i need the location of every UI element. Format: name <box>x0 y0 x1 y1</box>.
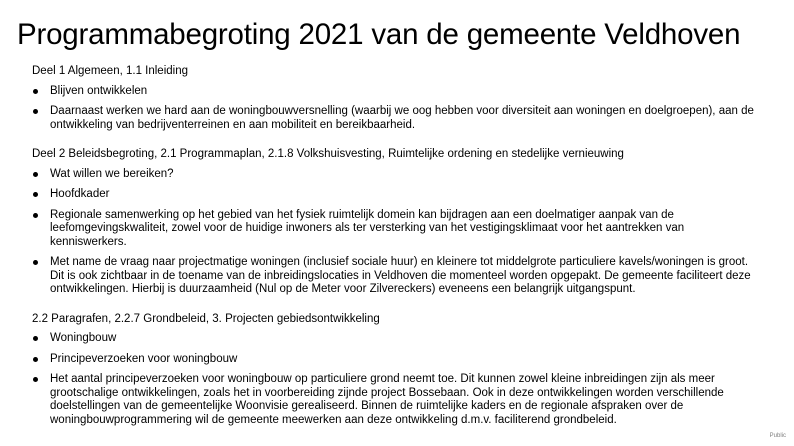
bullet-text: Blijven ontwikkelen <box>50 84 148 97</box>
section-heading: 2.2 Paragrafen, 2.2.7 Grondbeleid, 3. Projecten gebiedsontwikkeling <box>32 312 380 325</box>
bullet-item <box>32 188 762 202</box>
bullet-text: Met name de vraag naar projectmatige woningen (inclusief sociale huur) en kleinere tot middelgrote particuliere kavels/woningen is groot. Dit is ook zichtbaar in de toename van de inbreidingslocaties in Veldhoven die momenteel worden opgepakt. De gemeente faciliteert deze ontwikkelingen. Hierbij is duurzaamheid (Nul op de Meter voor Zilvereckers) eveneens een belangrijk uitgangspunt. <box>50 256 751 295</box>
slide-title: Programmabegroting 2021 van de gemeente Veldhoven <box>17 18 741 51</box>
bullet-text: Woningbouw <box>50 332 117 344</box>
bullet-item <box>32 256 762 297</box>
bullet-item <box>32 332 762 346</box>
bullet-list <box>32 332 762 427</box>
bullet-text: Wat willen we bereiken? <box>50 167 174 180</box>
section-heading: Deel 1 Algemeen, 1.1 Inleiding <box>32 65 188 77</box>
bullet-text: Regionale samenwerking op het gebied van het fysiek ruimtelijk domein kan bijdragen aan een doelmatiger aanpak van de leefomgevingskwaliteit, zowel voor de huidige inwoners als ter versterking van het vestigingsklimaat voor het aantrekken van kenniswerkers. <box>50 208 685 248</box>
classification-label: Public <box>769 433 786 439</box>
bullet-text: Daarnaast werken we hard aan de woningbouwversnelling (waarbij we oog hebben voor diversiteit aan woningen en doelgroepen), aan de ontwikkeling van bedrijventerreinen en aan mobiliteit en bereikbaarheid. <box>50 105 754 131</box>
slide-content <box>32 65 762 427</box>
section-algemeen <box>32 65 762 132</box>
section-paragrafen <box>32 313 762 428</box>
bullet-dot-icon <box>33 336 38 341</box>
bullet-text: Hoofdkader <box>50 188 110 200</box>
section-heading: Deel 2 Beleidsbegroting, 2.1 Programmaplan, 2.1.8 Volkshuisvesting, Ruimtelijke ordening en stedelijke vernieuwing <box>32 148 624 160</box>
bullet-dot-icon <box>33 357 38 362</box>
bullet-item <box>32 85 762 99</box>
bullet-dot-icon <box>33 260 38 265</box>
bullet-text: Het aantal principeverzoeken voor woningbouw op particuliere grond neemt toe. Dit kunnen zowel kleine inbreidingen zijn als meer grootschalige ontwikkelingen, zoals het in voorbereiding zijnde project Bossebaan. Ook in deze ontwikkelingen worden verschillende doelstellingen van de gemeentelijke Woonvisie gerealiseerd. Binnen de ruimtelijke kaders en de regionale afspraken over de woningbouwprogrammering wil de gemeente meewerken aan deze ontwikkeling d.m.v. faciliterend grondbeleid. <box>50 373 724 426</box>
bullet-dot-icon <box>33 213 38 218</box>
bullet-dot-icon <box>33 172 38 177</box>
bullet-dot-icon <box>33 377 38 382</box>
bullet-item <box>32 168 762 182</box>
bullet-item <box>32 353 762 367</box>
bullet-dot-icon <box>33 89 38 94</box>
section-beleidsbegroting <box>32 148 762 297</box>
bullet-dot-icon <box>33 109 38 114</box>
bullet-item <box>32 373 762 427</box>
bullet-item <box>32 105 762 132</box>
bullet-list <box>32 85 762 133</box>
bullet-item <box>32 209 762 250</box>
bullet-text: Principeverzoeken voor woningbouw <box>50 352 238 365</box>
bullet-dot-icon <box>33 192 38 197</box>
bullet-list <box>32 168 762 297</box>
